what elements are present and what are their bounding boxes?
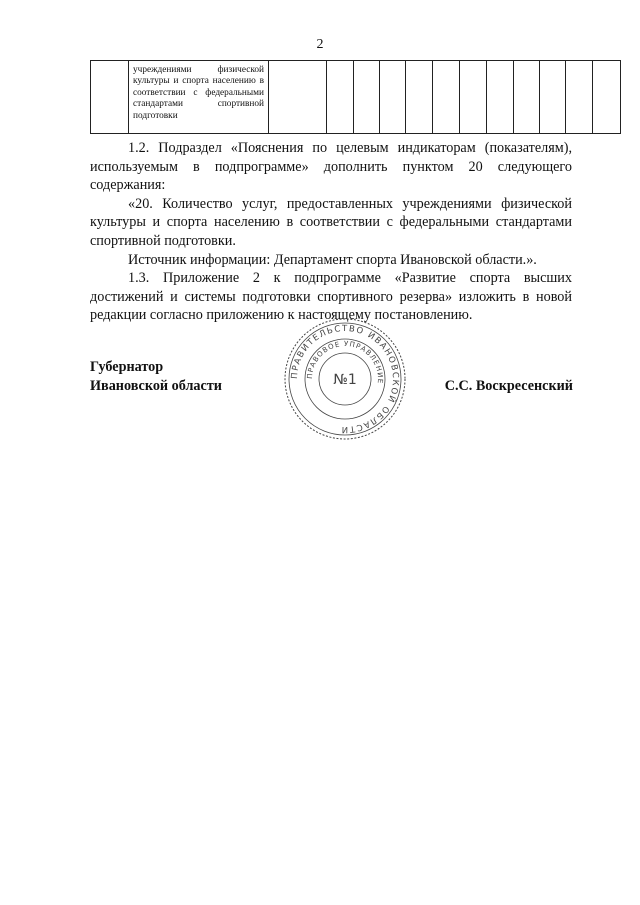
indicator-name: учреждениями физической культуры и спорта населению в соответствии с федеральными стандартами спортивной подготовки [133, 65, 264, 121]
paragraph-1-2: 1.2. Подраздел «Пояснения по целевым индикаторам (показателям), используемым в подпрограмме» дополнить пунктом 20 следующего содержания: [90, 140, 572, 194]
paragraph-1-3: 1.3. Приложение 2 к подпрограмме «Развитие спорта высших достижений и системы подготовки спортивного резерва» изложить в новой редакции согласно приложению к настоящему постановлению. [90, 270, 572, 324]
seal-outer-text: ПРАВИТЕЛЬСТВО ИВАНОВСКОЙ ОБЛАСТИ [289, 323, 401, 435]
document-body [90, 139, 572, 325]
table-cell-value [487, 61, 514, 134]
table-cell-value [460, 61, 487, 134]
table-cell-value [540, 61, 566, 134]
signatory-name: С.С. Воскресенский [444, 378, 573, 394]
table-cell-value [514, 61, 540, 134]
signatory-title [90, 358, 222, 395]
table-cell-unit [269, 61, 327, 134]
table-row [91, 61, 621, 134]
table-cell-value [566, 61, 593, 134]
page-number: 2 [316, 37, 324, 52]
table-cell-value [380, 61, 406, 134]
paragraph-source: Источник информации: Департамент спорта Ивановской области.». [128, 251, 537, 268]
seal-inner-text: ПРАВОВОЕ УПРАВЛЕНИЕ [305, 339, 385, 385]
signatory-title-line-2: Ивановской области [90, 377, 222, 394]
table-cell-value [327, 61, 354, 134]
table-cell-indicator [129, 61, 269, 134]
continued-indicator-table [90, 60, 621, 134]
official-seal [282, 316, 408, 442]
signatory-title-line-1: Губернатор [90, 359, 164, 375]
seal-number: №1 [333, 372, 357, 388]
table-cell-value [433, 61, 460, 134]
table-cell-number [91, 61, 129, 134]
table-cell-value [593, 61, 621, 134]
paragraph-item-20: «20. Количество услуг, предоставленных учреждениями физической культуры и спорта населению в соответствии с федеральными стандартами спортивной подготовки. [90, 195, 572, 249]
table-cell-value [406, 61, 433, 134]
table-cell-value [354, 61, 380, 134]
